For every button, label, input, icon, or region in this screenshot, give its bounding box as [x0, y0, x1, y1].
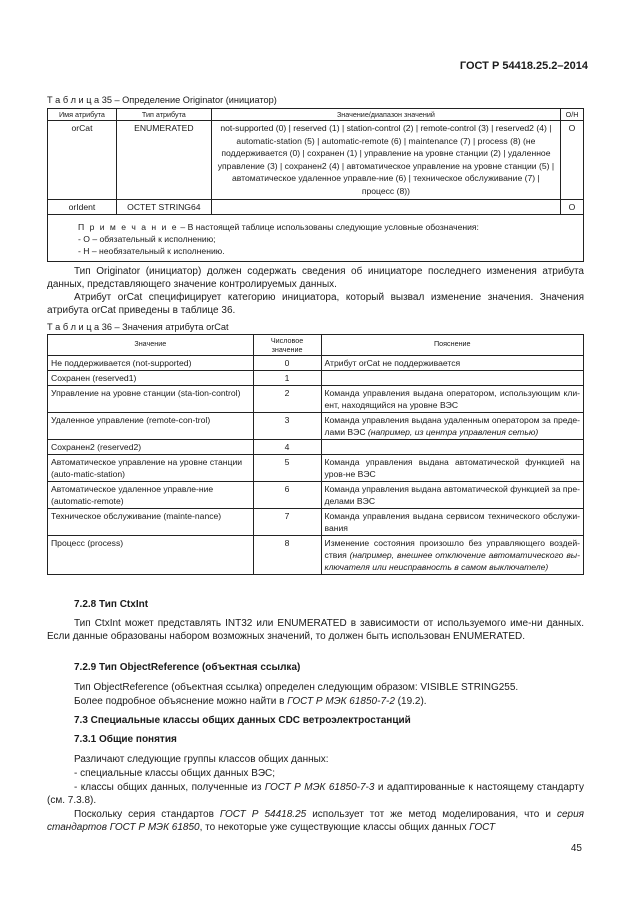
standard-number: ГОСТ Р 54418.25.2–2014 [459, 60, 588, 72]
table-row [48, 455, 584, 482]
value-cell: Сохранен2 (reserved2) [48, 440, 254, 455]
attr-type-cell: OCTET STRING64 [116, 199, 211, 214]
number-cell: 1 [253, 371, 321, 386]
value-range-cell: not-supported (0) | reserved (1) | station-control (2) | remote-control (3) | reserved2 (4) | automatic-station (5) | automatic-remote (6) | maintenance (7) | process (8) (не поддерживается (0) | сохранен (1) | управление на уровне станции (2) | удаленное управление (3) | сохранен2 (4) | автоматическое управление на уровне станции (5) | автоматическое удаленное управле-ние (6) | техническое обслуживание (7) | процесс (8)) [211, 121, 560, 200]
value-cell: Автоматическое удаленное управле-ние (automatic-remote) [48, 482, 254, 509]
header-cell: Тип атрибута [116, 109, 211, 121]
attr-name-cell: orIdent [48, 199, 117, 214]
number-cell: 6 [253, 482, 321, 509]
paragraph: Поскольку серия стандартов ГОСТ Р 54418.25 использует тот же метод моделирования, что и серия стандартов ГОСТ Р МЭК 61850, то некоторые уже существующие классы общих данных ГОСТ [47, 809, 584, 833]
header-cell: Значение [48, 335, 254, 356]
table-header-row [48, 335, 584, 356]
value-range-cell [211, 199, 560, 214]
number-cell: 8 [253, 536, 321, 575]
table-row [48, 371, 584, 386]
table-row [48, 413, 584, 440]
table-row [48, 356, 584, 371]
table-row [48, 440, 584, 455]
number-cell: 0 [253, 356, 321, 371]
note-row [48, 214, 584, 261]
explanation-cell: Команда управления выдана удаленным оператором за преде-лами ВЭС (например, из центра управления сетью) [321, 413, 583, 440]
table-row [48, 121, 584, 200]
table-row [48, 386, 584, 413]
header-cell: Имя атрибута [48, 109, 117, 121]
value-cell: Управление на уровне станции (sta-tion-control) [48, 386, 254, 413]
section-heading: 7.2.9 Тип ObjectReference (объектная ссылка) [74, 662, 301, 673]
value-cell: Техническое обслуживание (mainte-nance) [48, 509, 254, 536]
explanation-cell: Команда управления выдана оператором, использующим кли-ент, находящийся на уровне ВЭС [321, 386, 583, 413]
list-item: - специальные классы общих данных ВЭС; [74, 768, 276, 779]
number-cell: 7 [253, 509, 321, 536]
table-36 [47, 334, 584, 575]
header-cell: Значение/диапазон значений [211, 109, 560, 121]
attr-name-cell: orCat [48, 121, 117, 200]
list-item: - классы общих данных, полученные из ГОСТ Р МЭК 61850-7-3 и адаптированные к настоящему стандарту (см. 7.3.8). [47, 782, 584, 806]
number-cell: 3 [253, 413, 321, 440]
paragraph: Атрибут orCat специфицирует категорию инициатора, который вызвал изменение значения. Значения атрибута orCat приведены в таблице 36. [47, 292, 584, 316]
explanation-cell [321, 371, 583, 386]
table-row [48, 536, 584, 575]
page-number: 45 [570, 843, 582, 854]
explanation-cell: Команда управления выдана автоматической функцией на уров-не ВЭС [321, 455, 583, 482]
section-heading: 7.3 Специальные классы общих данных CDC ветроэлектростанций [74, 715, 411, 726]
note-line: - Н – необязательный к исполнению. [78, 245, 225, 256]
explanation-cell: Команда управления выдана автоматической функцией за пре-делами ВЭС [321, 482, 583, 509]
explanation-cell: Изменение состояния произошло без управляющего воздей-ствия (например, внешнее отключение автоматического вы-ключателя или неисправность в самом выключателе) [321, 536, 583, 575]
note-line: - О – обязательный к исполнению; [78, 233, 216, 244]
paragraph: Более подробное объяснение можно найти в ГОСТ Р МЭК 61850-7-2 (19.2). [74, 696, 427, 707]
header-cell: О/Н [561, 109, 584, 121]
table35-caption: Т а б л и ц а 35 – Определение Originator (инициатор) [47, 95, 277, 105]
number-cell: 4 [253, 440, 321, 455]
paragraph: Тип ObjectReference (объектная ссылка) определен следующим образом: VISIBLE STRING255. [74, 682, 519, 693]
value-cell: Не поддерживается (not-supported) [48, 356, 254, 371]
section-heading: 7.3.1 Общие понятия [74, 734, 177, 745]
table36-caption: Т а б л и ц а 36 – Значения атрибута orCat [47, 322, 229, 332]
table-row [48, 482, 584, 509]
header-cell: Числовое значение [253, 335, 321, 356]
value-cell: Автоматическое управление на уровне станции (auto-matic-station) [48, 455, 254, 482]
table-row [48, 199, 584, 214]
explanation-cell [321, 440, 583, 455]
header-cell: Пояснение [321, 335, 583, 356]
value-cell: Процесс (process) [48, 536, 254, 575]
table-header-row [48, 109, 584, 121]
value-cell: Удаленное управление (remote-con-trol) [48, 413, 254, 440]
number-cell: 2 [253, 386, 321, 413]
table-35 [47, 108, 584, 262]
section-heading: 7.2.8 Тип CtxInt [74, 599, 149, 610]
explanation-cell: Команда управления выдана сервисом технического обслужи-вания [321, 509, 583, 536]
table-row [48, 509, 584, 536]
paragraph: Тип Originator (инициатор) должен содержать сведения об инициаторе последнего изменения атрибута данных, представляющего значение контролируемых данных. [47, 266, 584, 290]
mandatory-cell: O [561, 121, 584, 200]
paragraph: Тип CtxInt может представлять INT32 или ENUMERATED в зависимости от используемого име-ни данных. Если данные образованы набором возможных значений, то должен быть использован ENUMERATED. [47, 618, 584, 642]
number-cell: 5 [253, 455, 321, 482]
attr-type-cell: ENUMERATED [116, 121, 211, 200]
value-cell: Сохранен (reserved1) [48, 371, 254, 386]
paragraph: Различают следующие группы классов общих данных: [74, 754, 329, 765]
explanation-cell: Атрибут orCat не поддерживается [321, 356, 583, 371]
mandatory-cell: O [561, 199, 584, 214]
table-note: П р и м е ч а н и е – В настоящей таблице использованы следующие условные обозначения: - О – обязательный к исполнению; - Н – необязательный к исполнению. [48, 214, 584, 261]
